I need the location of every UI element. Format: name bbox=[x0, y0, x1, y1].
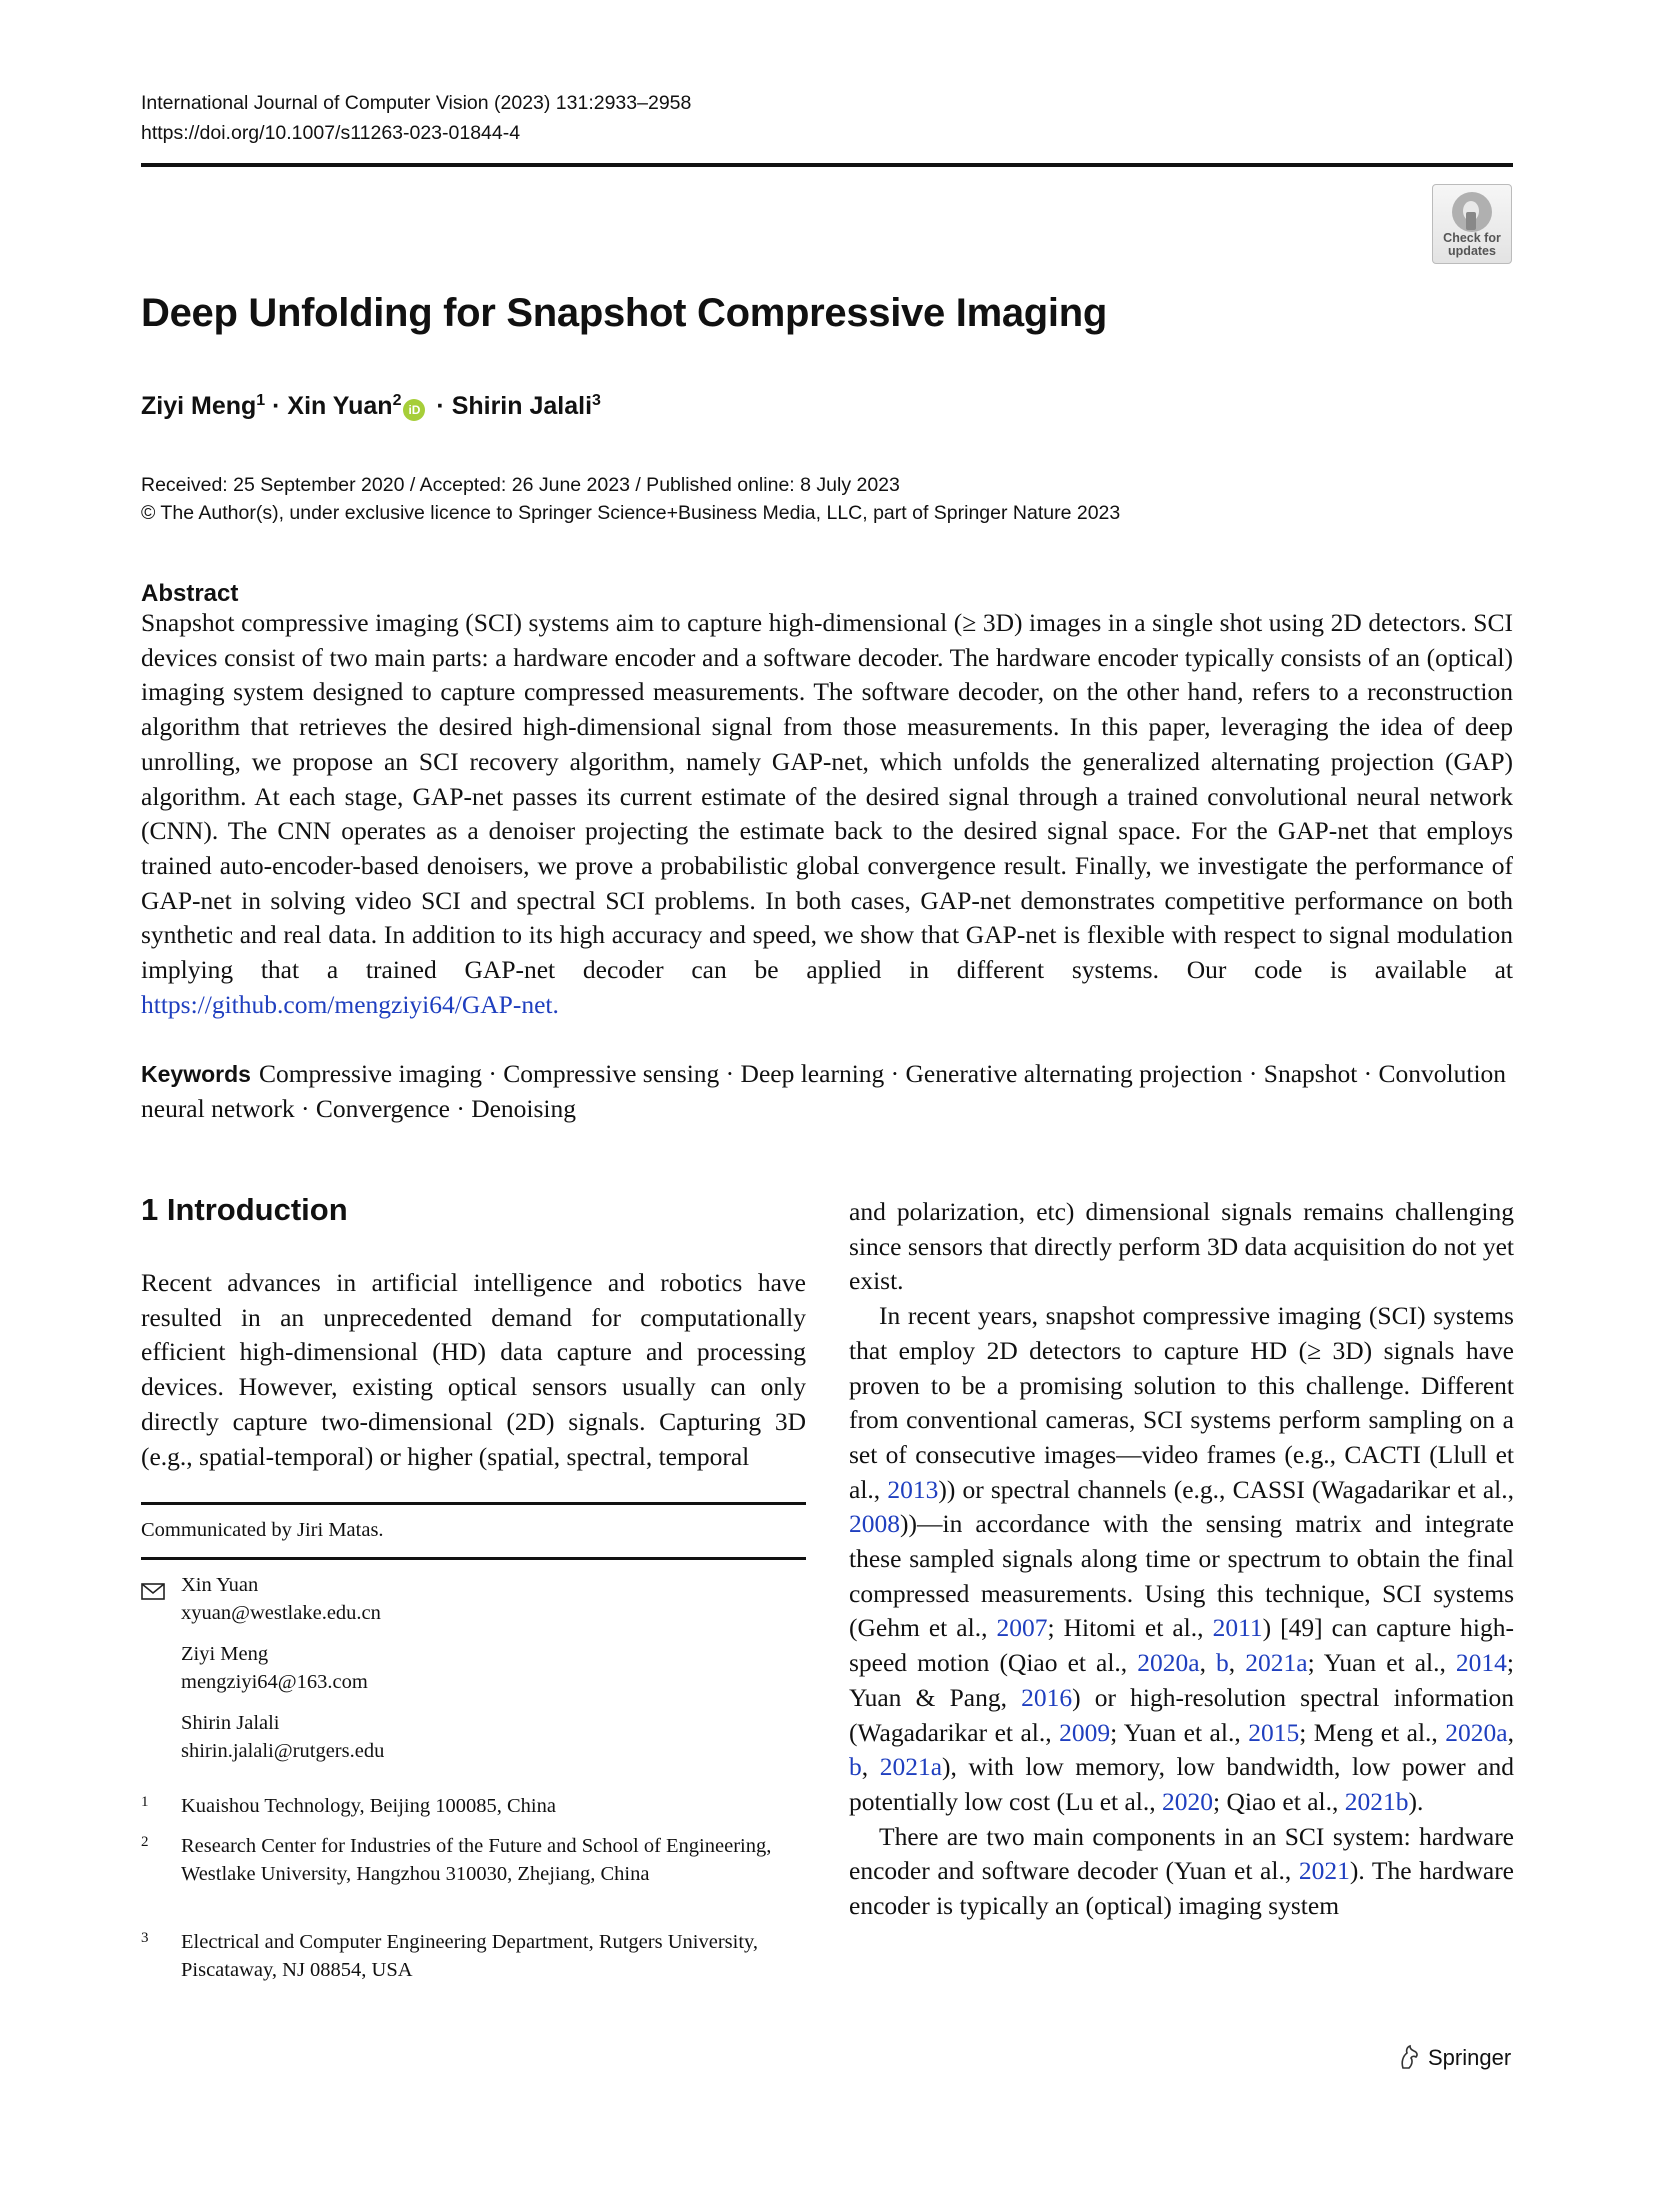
contact-email[interactable]: mengziyi64@163.com bbox=[181, 1671, 368, 1693]
paper-title: Deep Unfolding for Snapshot Compressive Imaging bbox=[141, 291, 1107, 335]
author-affiliation-mark: 1 bbox=[256, 392, 266, 409]
citation-link[interactable]: 2013 bbox=[887, 1474, 939, 1504]
intro-column-left bbox=[141, 1266, 806, 1474]
intro-paragraph bbox=[849, 1820, 1514, 1924]
code-repository-link[interactable]: https://github.com/mengziyi64/GAP-net. bbox=[141, 989, 559, 1019]
paragraph-text: , bbox=[1507, 1717, 1514, 1747]
citation-link[interactable]: 2016 bbox=[1021, 1682, 1073, 1712]
paragraph-text: There are two main components in an SCI system: hardware encoder and software decoder (Yuan et al., bbox=[849, 1821, 1514, 1886]
author-name: Ziyi Meng bbox=[141, 392, 257, 420]
intro-paragraph bbox=[849, 1299, 1514, 1820]
citation-link[interactable]: 2021a bbox=[879, 1752, 943, 1782]
contact-email[interactable]: xyuan@westlake.edu.cn bbox=[181, 1602, 381, 1624]
citation-link[interactable]: 2020 bbox=[1162, 1786, 1214, 1816]
check-for-updates-badge[interactable] bbox=[1432, 184, 1512, 264]
publication-dates: Received: 25 September 2020 / Accepted: 26 June 2023 / Published online: 8 July 2023 bbox=[141, 474, 900, 496]
paragraph-text: In recent years, snapshot compressive imaging (SCI) systems that employ 2D detectors to capture HD (≥ 3D) signals have proven to be a promising solution to this challenge. Different from conventional cameras, SCI systems perform sampling on a set of consecutive images—video frames (e.g., CACTI (Llull et al., bbox=[849, 1301, 1514, 1504]
citation-link[interactable]: 2007 bbox=[996, 1613, 1048, 1643]
section-heading-introduction: 1 Introduction bbox=[141, 1192, 348, 1227]
paragraph-text: , bbox=[1228, 1648, 1246, 1678]
author-affiliation-mark: 3 bbox=[592, 392, 601, 409]
paragraph-text: ). bbox=[1408, 1786, 1424, 1816]
badge-line-2: updates bbox=[1448, 244, 1496, 258]
citation-link[interactable]: 2009 bbox=[1059, 1717, 1111, 1747]
author-name: Xin Yuan bbox=[287, 392, 393, 420]
paragraph-text: ; Meng et al., bbox=[1299, 1717, 1446, 1747]
springer-horse-icon bbox=[1397, 2044, 1421, 2070]
citation-link[interactable]: 2011 bbox=[1212, 1613, 1263, 1643]
paragraph-text: ) or high-resolution spectral information (Wagadarikar et al., bbox=[849, 1682, 1514, 1747]
affiliation-text: Electrical and Computer Engineering Department, Rutgers University, Piscataway, NJ 08854, USA bbox=[181, 1931, 759, 1981]
affiliation-text: Kuaishou Technology, Beijing 100085, China bbox=[181, 1795, 556, 1817]
paragraph-text: ) [49] can capture high-speed motion (Qiao et al., bbox=[849, 1613, 1515, 1678]
header-rule bbox=[141, 163, 1513, 167]
copyright-notice: © The Author(s), under exclusive licence to Springer Science+Business Media, LLC, part of Springer Nature 2023 bbox=[141, 502, 1121, 524]
citation-link[interactable]: 2021b bbox=[1344, 1786, 1409, 1816]
publisher-name: Springer bbox=[1428, 2045, 1512, 2070]
abstract-text bbox=[141, 606, 1513, 1022]
affiliation-number: 3 bbox=[141, 1930, 149, 1946]
check-for-updates-icon bbox=[1452, 192, 1492, 232]
doi-link[interactable]: https://doi.org/10.1007/s11263-023-01844-4 bbox=[141, 122, 521, 144]
author-list bbox=[141, 383, 601, 424]
journal-citation: International Journal of Computer Vision (2023) 131:2933–2958 bbox=[141, 92, 692, 114]
contact-name: Shirin Jalali bbox=[181, 1712, 280, 1734]
citation-link[interactable]: 2021a bbox=[1245, 1648, 1308, 1678]
contact-name: Xin Yuan bbox=[181, 1574, 259, 1596]
affiliation-number: 2 bbox=[141, 1834, 149, 1850]
citation-link[interactable]: 2020a bbox=[1137, 1648, 1200, 1678]
citation-link[interactable]: 2020a bbox=[1445, 1717, 1508, 1747]
paragraph-text: ; Yuan et al., bbox=[1307, 1648, 1456, 1678]
author-name: Shirin Jalali bbox=[451, 392, 593, 420]
intro-paragraph: Recent advances in artificial intelligence and robotics have resulted in an unprecedented demand for computationally efficient high-dimensional (HD) data capture and processing devices. However, existing optical sensors usually can only directly capture two-dimensional (2D) signals. Capturing 3D (e.g., spatial-temporal) or higher (spatial, spectral, temporal bbox=[141, 1268, 806, 1471]
paragraph-text: , bbox=[861, 1752, 880, 1782]
paragraph-text: ))—in accordance with the sensing matrix and integrate these sampled signals along time or spectrum to obtain the final compressed measurements. Using this technique, SCI systems (Gehm et al., bbox=[849, 1509, 1514, 1643]
author-affiliation-mark: 2 bbox=[392, 392, 402, 409]
communicated-by: Communicated by Jiri Matas. bbox=[141, 1519, 384, 1541]
affiliation-number: 1 bbox=[141, 1794, 149, 1810]
citation-link[interactable]: b bbox=[849, 1752, 862, 1782]
keywords-list: Compressive imaging · Compressive sensing · Deep learning · Generative alternating projection · Snapshot · Convolution neural network · Convergence · Denoising bbox=[141, 1059, 1507, 1123]
abstract-heading: Abstract bbox=[141, 580, 239, 607]
paragraph-text: ; Hitomi et al., bbox=[1047, 1613, 1213, 1643]
intro-column-right bbox=[849, 1195, 1514, 1924]
keywords-label: Keywords bbox=[141, 1061, 251, 1087]
paragraph-text: )) or spectral channels (e.g., CASSI (Wagadarikar et al., bbox=[938, 1474, 1515, 1504]
paragraph-text: ; Qiao et al., bbox=[1213, 1786, 1345, 1816]
citation-link[interactable]: 2021 bbox=[1298, 1856, 1350, 1886]
keywords bbox=[141, 1057, 1513, 1126]
orcid-icon[interactable]: iD bbox=[403, 399, 425, 421]
paragraph-text: ; Yuan & Pang, bbox=[849, 1648, 1515, 1712]
paragraph-text: ; Yuan et al., bbox=[1110, 1717, 1249, 1747]
affiliation-text: Research Center for Industries of the Future and School of Engineering, Westlake University, Hangzhou 310030, Zhejiang, China bbox=[181, 1835, 772, 1885]
author-separator: · bbox=[429, 392, 452, 420]
intro-paragraph: and polarization, etc) dimensional signals remains challenging since sensors that directly perform 3D data acquisition do not yet exist. bbox=[849, 1197, 1514, 1296]
citation-link[interactable]: b bbox=[1216, 1648, 1229, 1678]
footnote-rule bbox=[141, 1557, 806, 1560]
paragraph-text: ). The hardware encoder is typically an (optical) imaging system bbox=[849, 1856, 1514, 1921]
abstract-body-text: Snapshot compressive imaging (SCI) systems aim to capture high-dimensional (≥ 3D) images in a single shot using 2D detectors. SCI devices consist of two main parts: a hardware encoder and a software decoder. The hardware encoder typically consists of an (optical) imaging system designed to capture compressed measurements. The software decoder, on the other hand, refers to a reconstruction algorithm that retrieves the desired high-dimensional signal from those measurements. In this paper, leveraging the idea of deep unrolling, we propose an SCI recovery algorithm, namely GAP-net, which unfolds the generalized alternating projection (GAP) algorithm. At each stage, GAP-net passes its current estimate of the desired signal through a trained convolutional neural network (CNN). The CNN operates as a denoiser projecting the estimate back to the desired signal space. For the GAP-net that employs trained auto-encoder-based denoisers, we prove a probabilistic global convergence result. Finally, we investigate the performance of GAP-net in solving video SCI and spectral SCI problems. In both cases, GAP-net demonstrates competitive performance on both synthetic and real data. In addition to its high accuracy and speed, we show that GAP-net is flexible with respect to signal modulation implying that a trained GAP-net decoder can be applied in different systems. Our code is available at bbox=[141, 608, 1513, 985]
badge-line-1: Check for bbox=[1443, 231, 1501, 245]
citation-link[interactable]: 2015 bbox=[1248, 1717, 1300, 1747]
contact-email[interactable]: shirin.jalali@rutgers.edu bbox=[181, 1740, 385, 1762]
citation-link[interactable]: 2008 bbox=[849, 1509, 900, 1539]
paragraph-text: , bbox=[1199, 1648, 1217, 1678]
paragraph-text: ), with low memory, low bandwidth, low power and potentially low cost (Lu et al., bbox=[849, 1752, 1514, 1816]
citation-link[interactable]: 2014 bbox=[1455, 1648, 1507, 1678]
envelope-icon bbox=[141, 1583, 165, 1600]
contact-name: Ziyi Meng bbox=[181, 1643, 269, 1665]
footnote-rule bbox=[141, 1502, 806, 1505]
author-separator: · bbox=[265, 392, 288, 420]
